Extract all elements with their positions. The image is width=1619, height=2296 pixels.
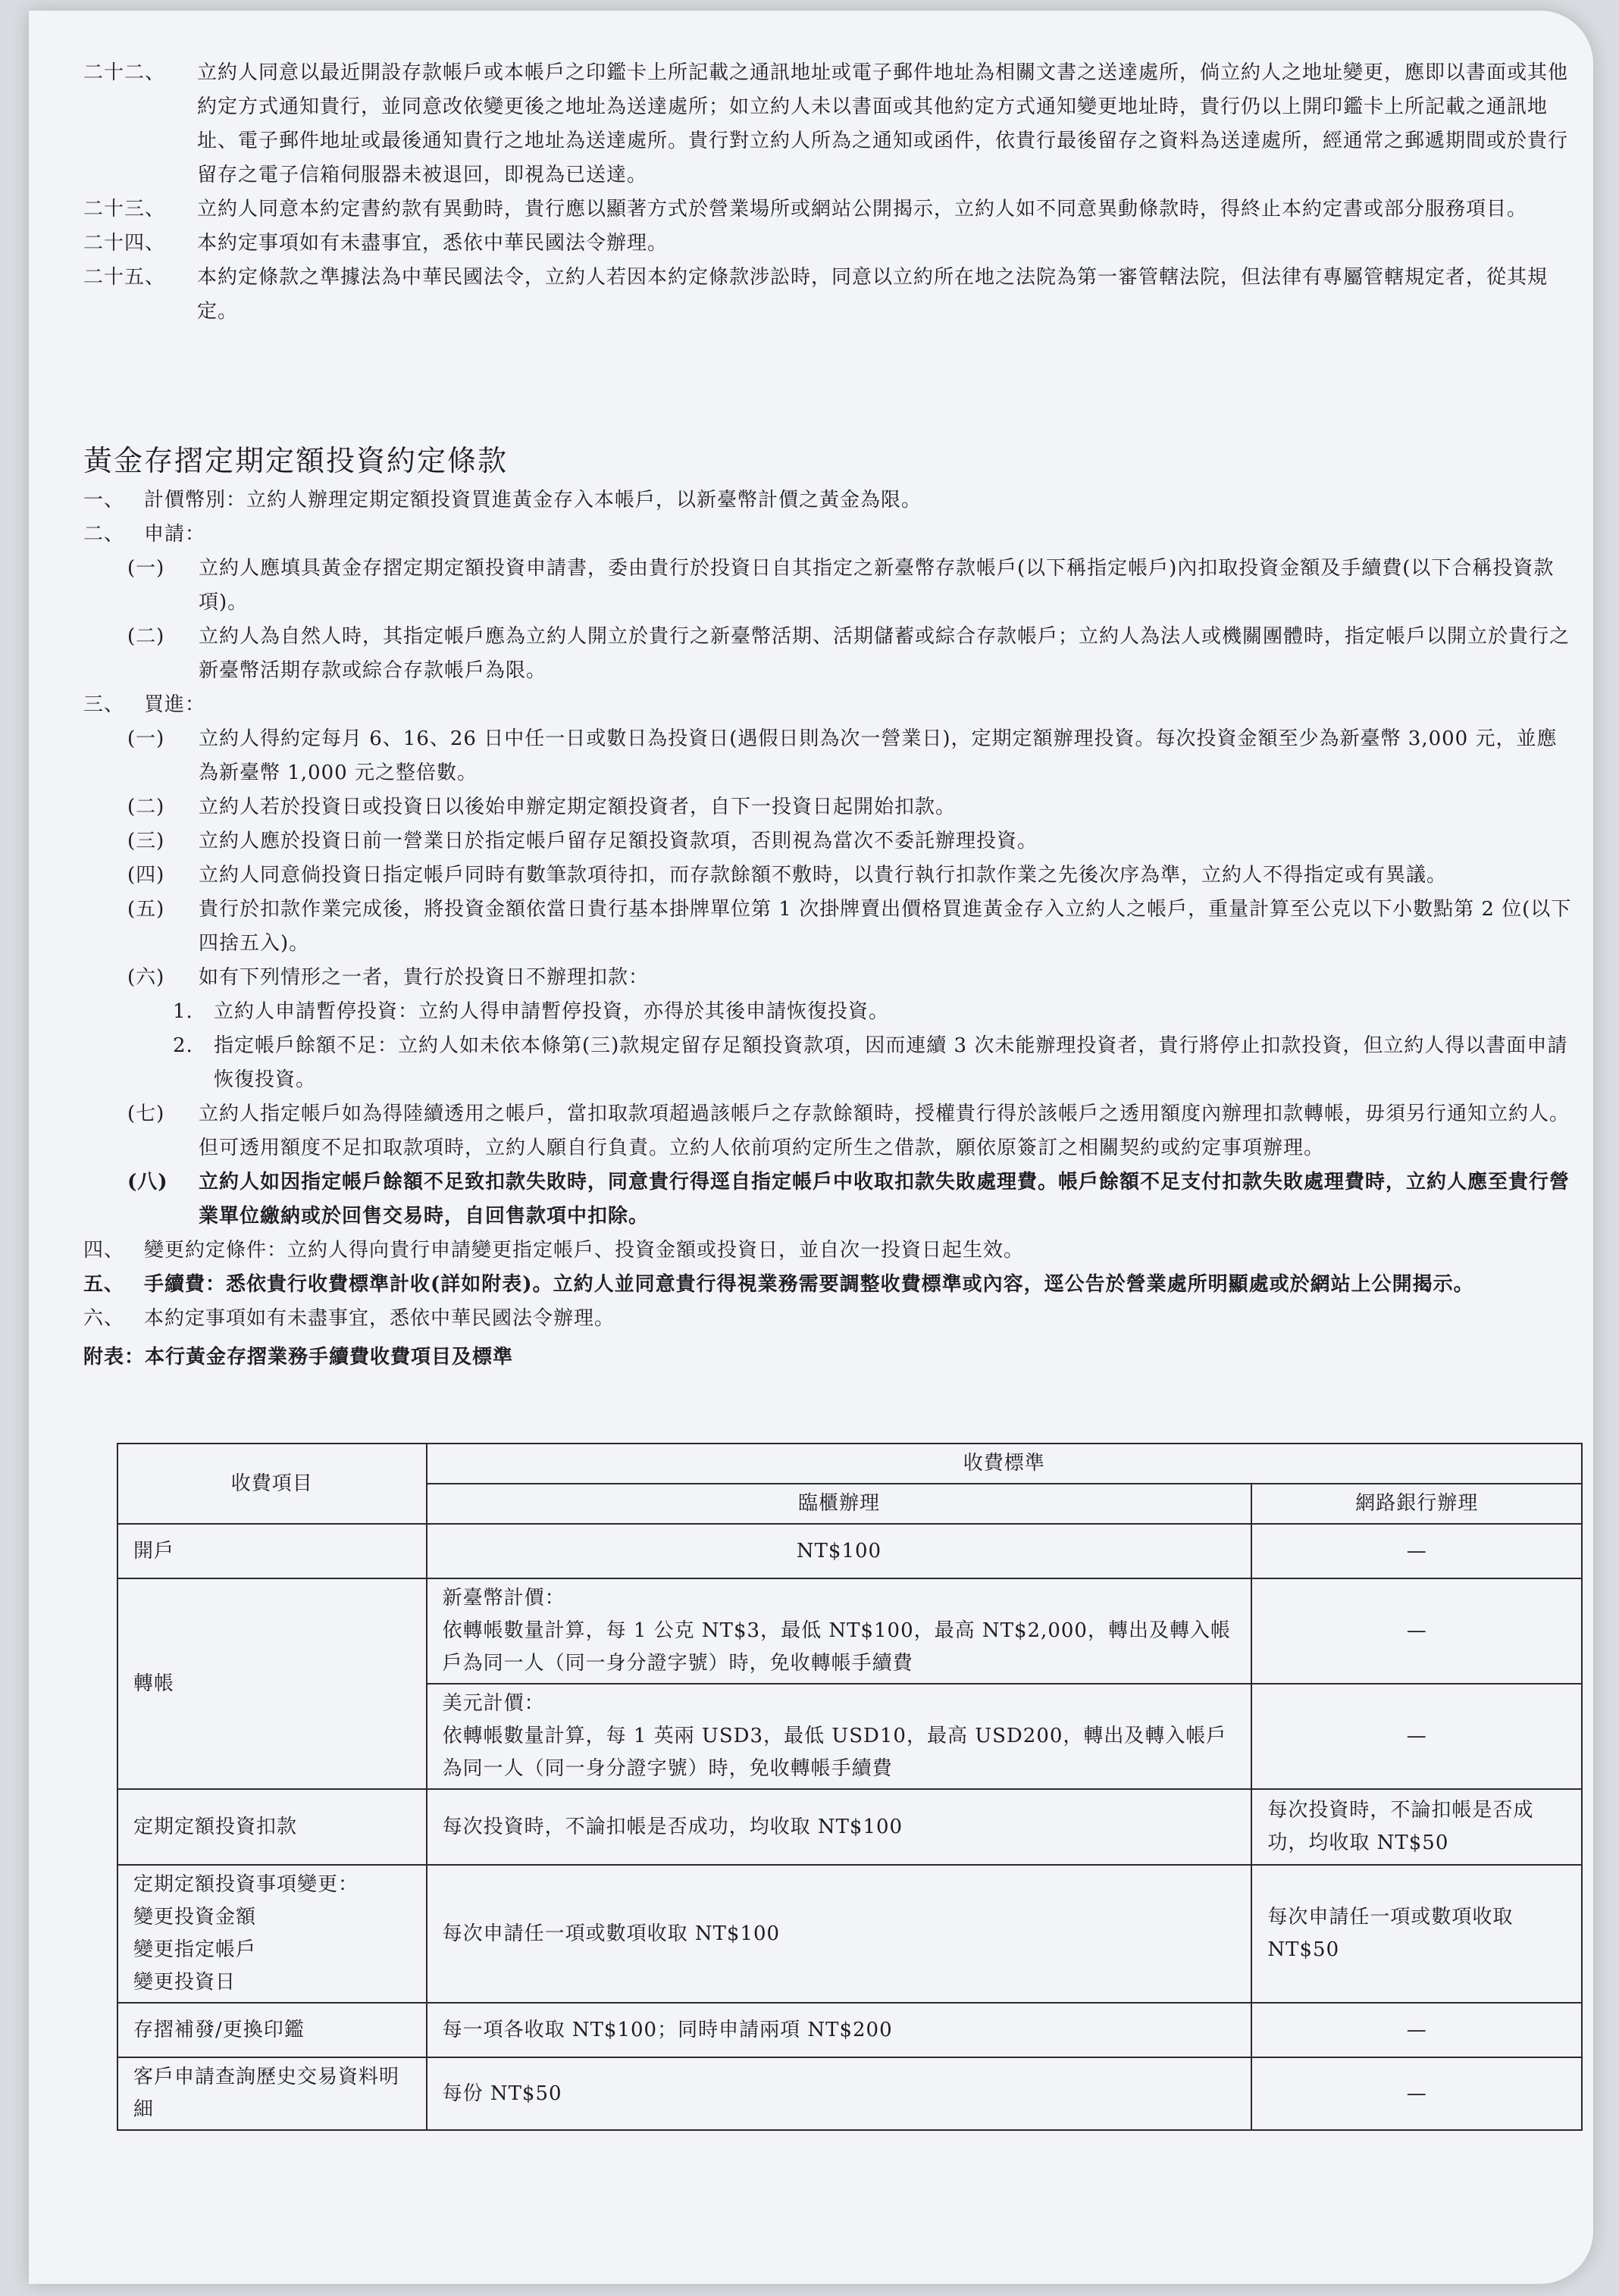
clause-22 [83,56,1577,192]
fee-online: — [1251,1684,1582,1789]
article-2-item [83,552,1577,620]
fee-counter-twd: 新臺幣計價： 依轉帳數量計算，每 1 公克 NT$3，最低 NT$100，最高 NT$2,000，轉出及轉入帳戶為同一人（同一身分證字號）時，免收轉帳手續費 [427,1578,1252,1684]
item-text: 立約人同意倘投資日指定帳戶同時有數筆款項待扣，而存款餘額不敷時，以貴行執行扣款作業之先後次序為準，立約人不得指定或有異議。 [199,864,1448,887]
table-row [117,1789,1582,1865]
clause-number: 二十四、 [83,232,166,255]
item-text: 立約人為自然人時，其指定帳戶應為立約人開立於貴行之新臺幣活期、活期儲蓄或綜合存款帳戶；立約人為法人或機關團體時，指定帳戶以開立於貴行之新臺幣活期存款或綜合存款帳戶為限。 [199,625,1570,682]
clause-number: 二十二、 [83,61,166,84]
article-3-item [83,961,1577,995]
header-counter: 臨櫃辦理 [427,1484,1252,1524]
fee-online: 每次投資時，不論扣帳是否成功，均收取 NT$50 [1251,1789,1582,1865]
clause-text: 立約人同意以最近開設存款帳戶或本帳戶之印鑑卡上所記載之通訊地址或電子郵件地址為相關文書之送達處所，倘立約人之地址變更，應即以書面或其他約定方式通知貴行，並同意改依變更後之地址為送達處所；如立約人未以書面或其他約定方式通知變更地址時，貴行仍以上開印鑑卡上所記載之通訊地址、電子郵件地址或最後通知貴行之地址為送達處所。貴行對立約人所為之通知或函件，依貴行最後留存之資料為送達處所，經通常之郵遞期間或於貴行留存之電子信箱伺服器未被退回，即視為已送達。 [197,61,1569,186]
clauses-top [83,56,1577,329]
item-number: (四) [127,864,165,887]
article-text: 申請： [144,523,206,546]
article-number: 六、 [83,1307,125,1330]
item-number: (一) [127,727,165,750]
fee-item: 定期定額投資事項變更： 變更投資金額 變更指定帳戶 變更投資日 [117,1865,427,2003]
article-text: 本約定事項如有未盡事宜，悉依中華民國法令辦理。 [144,1307,615,1330]
clause-text: 立約人同意本約定書約款有異動時，貴行應以顯著方式於營業場所或網站公開揭示，立約人如不同意異動條款時，得終止本約定書或部分服務項目。 [197,198,1528,221]
article-number: 二、 [83,523,125,546]
subitem-number: 1. [173,1000,193,1023]
document-page [29,11,1593,2284]
fee-counter: NT$100 [427,1524,1252,1578]
fee-counter: 每份 NT$50 [427,2057,1252,2130]
clause-number: 二十三、 [83,198,166,221]
article-number: 一、 [83,489,125,511]
subitem-text: 指定帳戶餘額不足：立約人如未依本條第(三)款規定留存足額投資款項，因而連續 3 次未能辦理投資者，貴行將停止扣款投資，但立約人得以書面申請恢復投資。 [214,1034,1568,1091]
item-number: (二) [127,625,165,648]
clause-24 [83,227,1577,261]
subitem-text: 立約人申請暫停投資：立約人得申請暫停投資，亦得於其後申請恢復投資。 [214,1000,890,1023]
article-3-item [83,1097,1577,1165]
fee-counter: 每一項各收取 NT$100；同時申請兩項 NT$200 [427,2003,1252,2057]
article-number: 三、 [83,693,125,716]
item-text: 立約人得約定每月 6、16、26 日中任一日或數日為投資日(遇假日則為次一營業日)，定期定額辦理投資。每次投資金額至少為新臺幣 3,000 元，並應為新臺幣 1,000 元之整倍數。 [199,727,1558,784]
article-text: 計價幣別：立約人辦理定期定額投資買進黃金存入本帳戶，以新臺幣計價之黃金為限。 [144,489,922,511]
clause-number: 二十五、 [83,266,166,289]
article-1 [83,483,1577,518]
article-4 [83,1234,1577,1268]
item-number: (八) [127,1171,168,1193]
item-number: (三) [127,830,165,852]
table-row [117,2003,1582,2057]
fee-online: — [1251,2003,1582,2057]
fee-online: — [1251,2057,1582,2130]
item-number: (七) [127,1103,165,1125]
article-number: 四、 [83,1239,125,1262]
article-2 [83,518,1577,552]
gold-terms-section [83,426,1577,1374]
article-3-subitem [83,1029,1577,1097]
fee-item: 定期定額投資扣款 [117,1789,427,1865]
clause-text: 本約定條款之準據法為中華民國法令，立約人若因本約定條款涉訟時，同意以立約所在地之法院為第一審管轄法院，但法律有專屬管轄規定者，從其規定。 [197,266,1549,323]
article-5 [83,1268,1577,1302]
fee-table [117,1443,1583,2131]
item-number: (五) [127,898,165,921]
clause-23 [83,192,1577,227]
table-header-row [117,1444,1582,1484]
item-text: 立約人應於投資日前一營業日於指定帳戶留存足額投資款項，否則視為當次不委託辦理投資。 [199,830,1038,852]
table-row [117,1578,1582,1684]
article-3-item [83,893,1577,961]
item-text: 如有下列情形之一者，貴行於投資日不辦理扣款： [199,966,650,989]
fee-item: 客戶申請查詢歷史交易資料明細 [117,2057,427,2130]
fee-item: 存摺補發/更換印鑑 [117,2003,427,2057]
article-3-item [83,722,1577,790]
subitem-number: 2. [173,1034,193,1057]
header-standard: 收費標準 [427,1444,1582,1484]
table-row [117,2057,1582,2130]
table-row [117,1865,1582,2003]
fee-item: 開戶 [117,1524,427,1578]
item-number: (一) [127,557,165,580]
article-3-item [83,859,1577,893]
article-3-subitem [83,995,1577,1029]
fee-online: — [1251,1578,1582,1684]
article-3-item [83,824,1577,859]
item-number: (六) [127,966,165,989]
fee-counter-usd: 美元計價： 依轉帳數量計算，每 1 英兩 USD3，最低 USD10，最高 USD200，轉出及轉入帳戶為同一人（同一身分證字號）時，免收轉帳手續費 [427,1684,1252,1789]
table-row [117,1524,1582,1578]
article-text: 買進： [144,693,206,716]
article-text: 手續費：悉依貴行收費標準計收(詳如附表)。立約人並同意貴行得視業務需要調整收費標準或內容，逕公告於營業處所明顯處或於網站上公開揭示。 [144,1273,1474,1296]
fee-online: 每次申請任一項或數項收取 NT$50 [1251,1865,1582,2003]
fee-counter: 每次投資時，不論扣帳是否成功，均收取 NT$100 [427,1789,1252,1865]
fee-counter: 每次申請任一項或數項收取 NT$100 [427,1865,1252,2003]
item-text: 貴行於扣款作業完成後，將投資金額依當日貴行基本掛牌單位第 1 次掛牌賣出價格買進黃金存入立約人之帳戶，重量計算至公克以下小數點第 2 位(以下四捨五入)。 [199,898,1572,955]
item-number: (二) [127,796,165,818]
clause-25 [83,261,1577,329]
header-item: 收費項目 [117,1444,427,1524]
fee-item: 轉帳 [117,1578,427,1789]
article-2-item [83,620,1577,688]
item-text: 立約人指定帳戶如為得陸續透用之帳戶，當扣取款項超過該帳戶之存款餘額時，授權貴行得於該帳戶之透用額度內辦理扣款轉帳，毋須另行通知立約人。但可透用額度不足扣取款項時，立約人願自行負責。立約人依前項約定所生之借款，願依原簽訂之相關契約或約定事項辦理。 [199,1103,1570,1159]
article-text: 變更約定條件：立約人得向貴行申請變更指定帳戶、投資金額或投資日，並自次一投資日起生效。 [144,1239,1025,1262]
header-online: 網路銀行辦理 [1251,1484,1582,1524]
article-3-item-bold [83,1165,1577,1234]
fee-online: — [1251,1524,1582,1578]
section-heading: 黃金存摺定期定額投資約定條款 [83,444,509,477]
item-text: 立約人應填具黃金存摺定期定額投資申請書，委由貴行於投資日自其指定之新臺幣存款帳戶(以下稱指定帳戶)內扣取投資金額及手續費(以下合稱投資款項)。 [199,557,1555,614]
article-3 [83,688,1577,722]
article-number: 五、 [83,1273,125,1296]
item-text: 立約人如因指定帳戶餘額不足致扣款失敗時，同意貴行得逕自指定帳戶中收取扣款失敗處理費。帳戶餘額不足支付扣款失敗處理費時，立約人應至貴行營業單位繳納或於回售交易時，自回售款項中扣除。 [199,1171,1570,1228]
clause-text: 本約定事項如有未盡事宜，悉依中華民國法令辦理。 [197,232,669,255]
item-text: 立約人若於投資日或投資日以後始申辦定期定額投資者，自下一投資日起開始扣款。 [199,796,957,818]
article-6 [83,1302,1577,1336]
article-3-item [83,790,1577,824]
table-caption: 附表：本行黃金存摺業務手續費收費項目及標準 [83,1346,514,1369]
